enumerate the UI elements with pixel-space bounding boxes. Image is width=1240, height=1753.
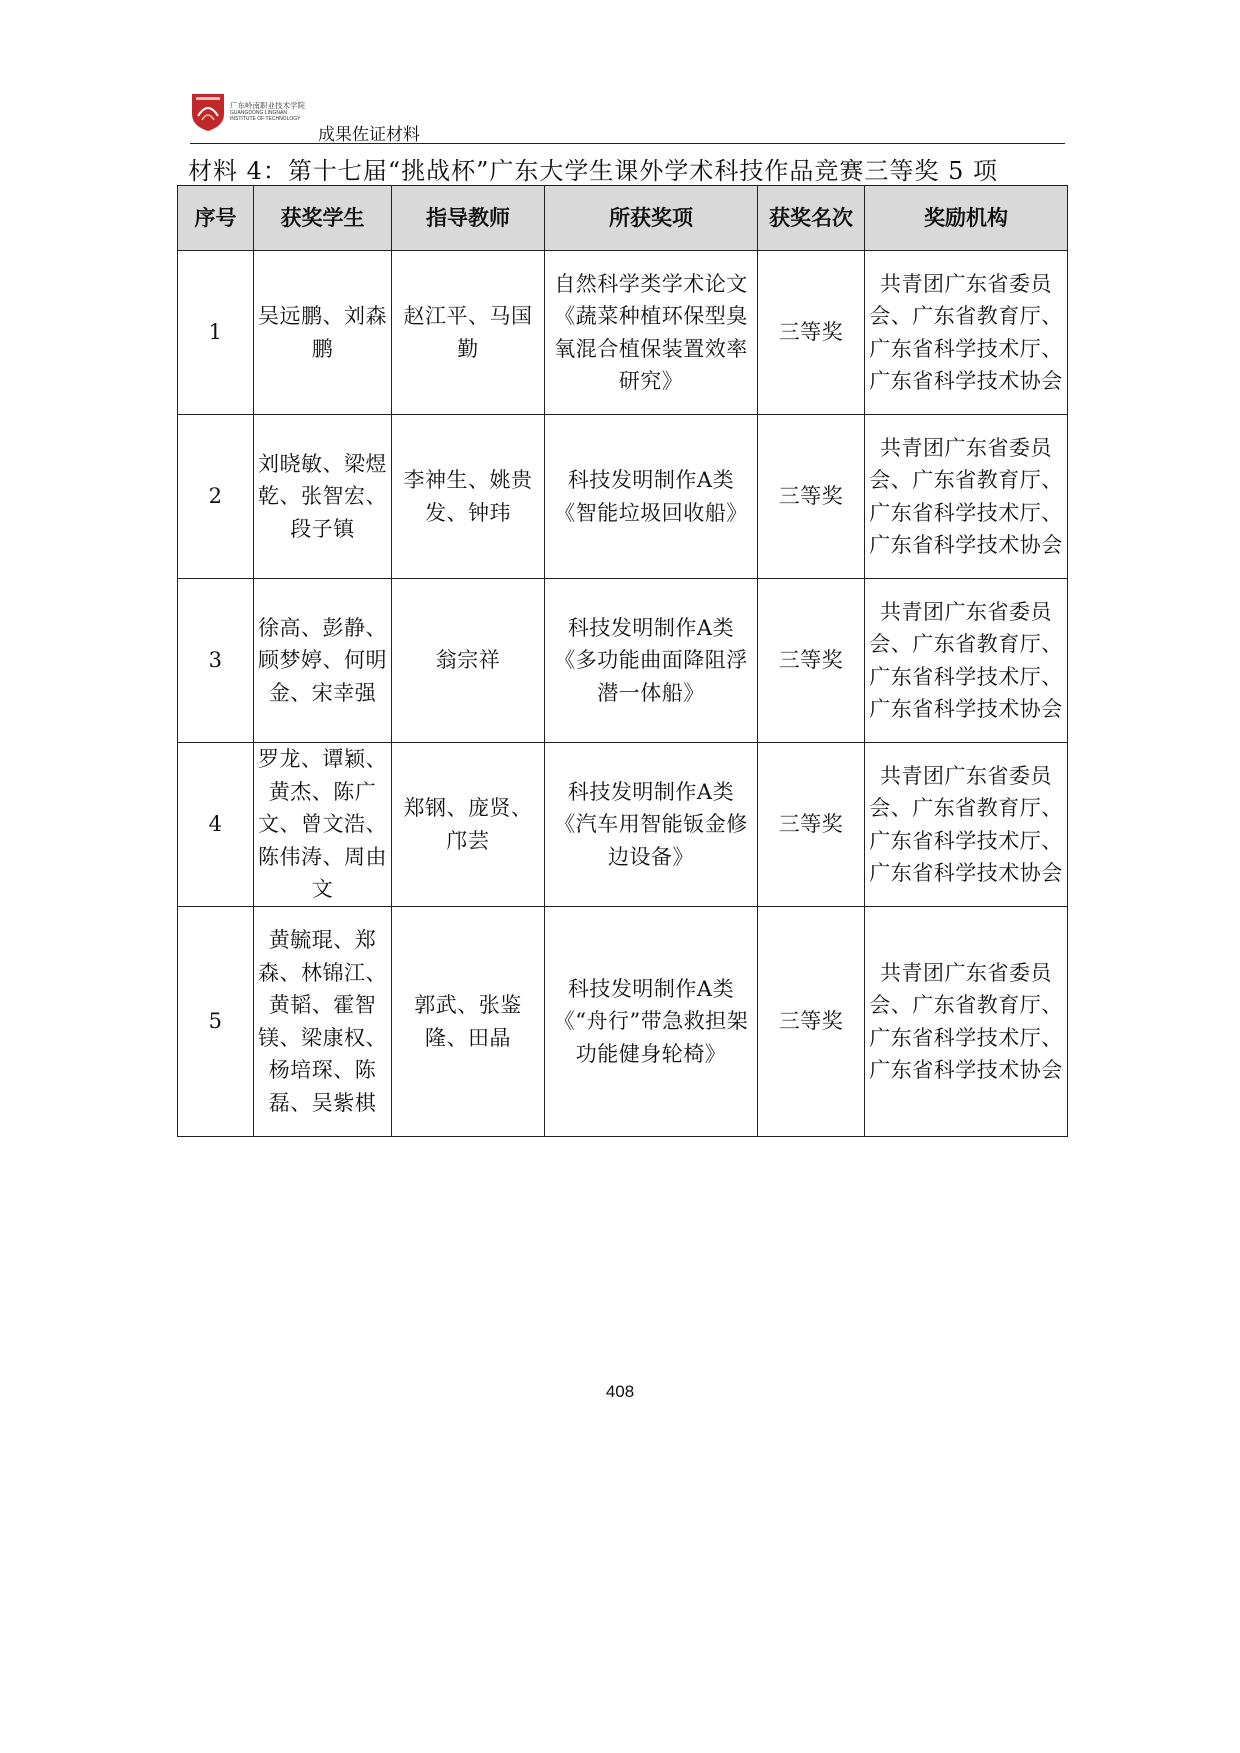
school-name-en-line2: INSTITUTE OF TECHNOLOGY bbox=[230, 116, 301, 122]
cell-no: 1 bbox=[178, 251, 254, 415]
cell-teachers: 翁宗祥 bbox=[392, 579, 545, 743]
cell-rank: 三等奖 bbox=[758, 579, 865, 743]
col-header-no: 序号 bbox=[178, 186, 254, 251]
page-header bbox=[190, 86, 1065, 144]
cell-teachers: 李神生、姚贵发、钟玮 bbox=[392, 415, 545, 579]
col-header-teachers: 指导教师 bbox=[392, 186, 545, 251]
page-number: 408 bbox=[605, 1382, 635, 1401]
cell-students: 吴远鹏、刘森鹏 bbox=[254, 251, 392, 415]
table-row bbox=[178, 415, 1068, 579]
cell-award: 自然科学类学术论文《蔬菜种植环保型臭氧混合植保装置效率研究》 bbox=[545, 251, 758, 415]
col-header-rank: 获奖名次 bbox=[758, 186, 865, 251]
cell-rank: 三等奖 bbox=[758, 907, 865, 1137]
cell-org: 共青团广东省委员会、广东省教育厅、广东省科学技术厅、广东省科学技术协会 bbox=[865, 579, 1068, 743]
cell-award: 科技发明制作A类《智能垃圾回收船》 bbox=[545, 415, 758, 579]
school-name-cn: 广东岭南职业技术学院 bbox=[230, 101, 305, 110]
table-row bbox=[178, 579, 1068, 743]
school-name-en bbox=[230, 110, 300, 122]
cell-no: 4 bbox=[178, 743, 254, 907]
cell-students: 黄毓琨、郑森、林锦江、黄韬、霍智镁、梁康权、杨培琛、陈磊、吴紫棋 bbox=[254, 907, 392, 1137]
cell-teachers: 赵江平、马国勤 bbox=[392, 251, 545, 415]
cell-rank: 三等奖 bbox=[758, 743, 865, 907]
cell-no: 2 bbox=[178, 415, 254, 579]
awards-table bbox=[177, 185, 1068, 1137]
cell-award: 科技发明制作A类《汽车用智能钣金修边设备》 bbox=[545, 743, 758, 907]
cell-org: 共青团广东省委员会、广东省教育厅、广东省科学技术厅、广东省科学技术协会 bbox=[865, 743, 1068, 907]
cell-teachers: 郑钢、庞贤、邝芸 bbox=[392, 743, 545, 907]
school-name-en-line1: GUANGDONG LINGNAN bbox=[230, 110, 287, 116]
cell-students: 徐高、彭静、顾梦婷、何明金、宋幸强 bbox=[254, 579, 392, 743]
cell-teachers: 郭武、张鉴隆、田晶 bbox=[392, 907, 545, 1137]
cell-no: 5 bbox=[178, 907, 254, 1137]
col-header-award: 所获奖项 bbox=[545, 186, 758, 251]
school-logo-icon bbox=[190, 92, 226, 132]
col-header-org: 奖励机构 bbox=[865, 186, 1068, 251]
cell-org: 共青团广东省委员会、广东省教育厅、广东省科学技术厅、广东省科学技术协会 bbox=[865, 415, 1068, 579]
header-divider bbox=[190, 143, 1065, 144]
cell-org: 共青团广东省委员会、广东省教育厅、广东省科学技术厅、广东省科学技术协会 bbox=[865, 907, 1068, 1137]
cell-students: 罗龙、谭颖、黄杰、陈广文、曾文浩、陈伟涛、周由文 bbox=[254, 743, 392, 907]
cell-award: 科技发明制作A类《多功能曲面降阻浮潜一体船》 bbox=[545, 579, 758, 743]
col-header-students: 获奖学生 bbox=[254, 186, 392, 251]
cell-award: 科技发明制作A类《“舟行”带急救担架功能健身轮椅》 bbox=[545, 907, 758, 1137]
cell-students: 刘晓敏、梁煜乾、张智宏、段子镇 bbox=[254, 415, 392, 579]
document-label: 成果佐证材料 bbox=[318, 125, 420, 145]
cell-rank: 三等奖 bbox=[758, 415, 865, 579]
cell-rank: 三等奖 bbox=[758, 251, 865, 415]
material-caption: 材料 4：第十七届“挑战杯”广东大学生课外学术科技作品竞赛三等奖 5 项 bbox=[188, 157, 998, 185]
table-row bbox=[178, 907, 1068, 1137]
table-row bbox=[178, 743, 1068, 907]
table-row bbox=[178, 251, 1068, 415]
cell-org: 共青团广东省委员会、广东省教育厅、广东省科学技术厅、广东省科学技术协会 bbox=[865, 251, 1068, 415]
cell-no: 3 bbox=[178, 579, 254, 743]
table-header-row bbox=[178, 186, 1068, 251]
